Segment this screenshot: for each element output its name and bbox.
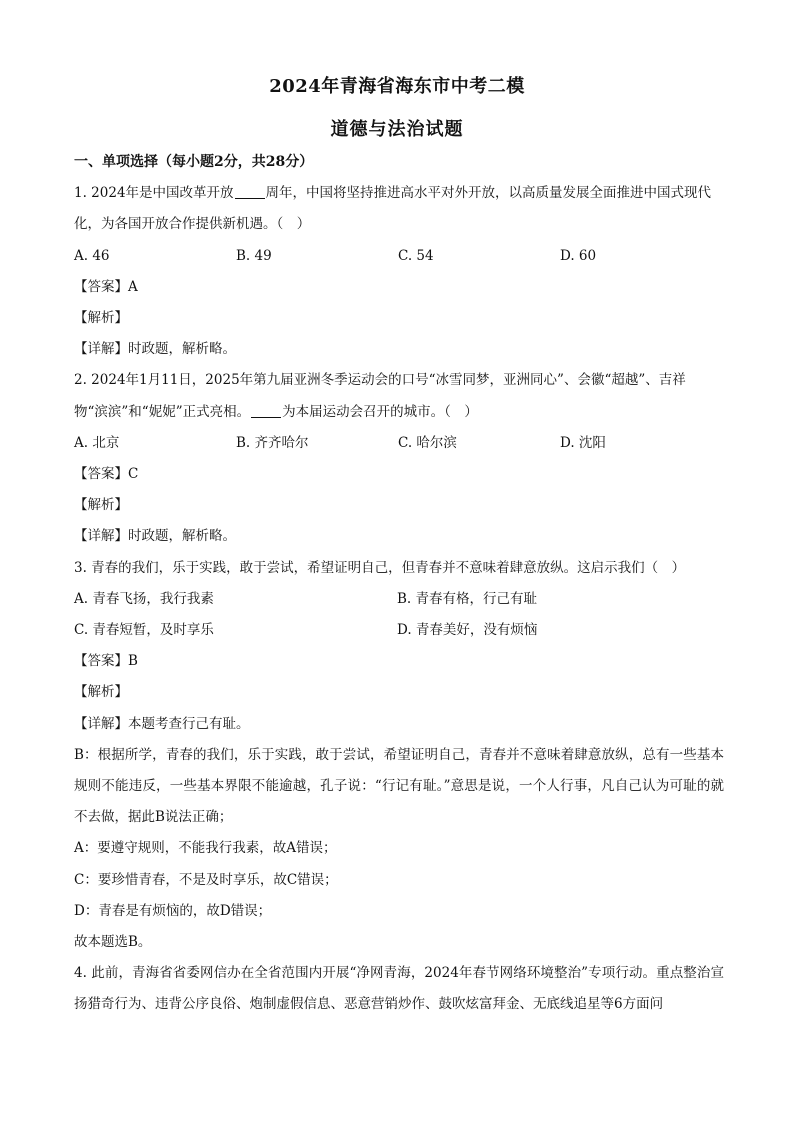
q3-option-d: D. 青春美好，没有烦恼	[397, 622, 538, 639]
q2-detail: 【详解】时政题，解析略。	[74, 528, 236, 545]
q3-explain-d: D：青春是有烦恼的，故D错误；	[74, 902, 272, 919]
page-subtitle: 道德与法治试题	[330, 119, 464, 140]
q2-analysis: 【解析】	[74, 497, 128, 514]
q2-stem-line2	[74, 397, 724, 428]
q3-explain-c: C：要珍惜青春，不是及时享乐，故C错误；	[74, 871, 338, 888]
section-heading: 一、单项选择（每小题2分，共28分）	[74, 154, 314, 170]
q1-stem-line2: 化，为各国开放合作提供新机遇。（ ）	[74, 216, 311, 233]
q2-option-c: C. 哈尔滨	[398, 434, 457, 451]
q3-option-b: B. 青春有格，行己有耻	[397, 590, 538, 607]
q2-stem-line1: 2. 2024年1月11日，2025年第九届亚洲冬季运动会的口号“冰雪同梦，亚洲同心”、会徽“超越”、吉祥	[74, 372, 686, 389]
q3-conclusion: 故本题选B。	[74, 934, 152, 951]
q2-option-a: A. 北京	[74, 434, 120, 451]
q2-option-d: D. 沈阳	[560, 434, 606, 451]
q4-stem: 4. 此前，青海省省委网信办在全省范围内开展“净网青海，2024年春节网络环境整治”专项行动。重点整治宣扬猎奇行为、违背公序良俗、炮制虚假信息、恶意营销炒作、鼓吹炫富拜金、无底线追星等6方面问	[74, 965, 724, 1013]
q1-blank	[235, 184, 265, 199]
q3-options-row1	[74, 584, 724, 615]
question-content	[74, 147, 724, 1021]
q1-stem-b: 周年，中国将坚持推进高水平对外开放，以高质量发展全面推进中国式现代	[265, 185, 712, 202]
q2-options	[74, 428, 724, 459]
q2-option-b: B. 齐齐哈尔	[236, 434, 309, 451]
q1-answer: 【答案】A	[74, 278, 138, 295]
q1-option-d: D. 60	[560, 247, 597, 264]
q3-stem: 3. 青春的我们，乐于实践，敢于尝试，希望证明自己，但青春并不意味着肆意放纵。这启示我们（ ）	[74, 559, 686, 576]
q3-explain-a: A：要遵守规则，不能我行我素，故A错误；	[74, 840, 337, 857]
q2-stem-b1: 物“滨滨”和“妮妮”正式亮相。	[74, 403, 251, 420]
q3-analysis: 【解析】	[74, 684, 128, 701]
q3-answer: 【答案】B	[74, 653, 138, 670]
q1-stem-line1	[74, 178, 724, 209]
q1-option-a: A. 46	[74, 247, 110, 264]
q1-options	[74, 241, 724, 272]
q2-answer: 【答案】C	[74, 466, 139, 483]
q1-option-c: C. 54	[398, 247, 434, 264]
page-title: 2024年青海省海东市中考二模	[269, 76, 525, 97]
q2-blank	[251, 403, 281, 418]
q1-option-b: B. 49	[236, 247, 272, 264]
q3-detail: 【详解】本题考查行己有耻。	[74, 715, 250, 732]
q3-options-row2	[74, 615, 724, 646]
q3-option-c: C. 青春短暂，及时享乐	[74, 622, 214, 639]
q3-explain-b: B：根据所学，青春的我们，乐于实践，敢于尝试，希望证明自己，青春并不意味着肆意放纵，总有一些基本规则不能违反，一些基本界限不能逾越，孔子说：“行记有耻。”意思是说，一个人行事，凡自己认为可耻的就不去做，据此B说法正确；	[74, 746, 724, 826]
q2-stem-b2: 为本届运动会召开的城市。（ ）	[282, 403, 478, 420]
q1-detail: 【详解】时政题，解析略。	[74, 341, 236, 358]
q3-option-a: A. 青春飞扬，我行我素	[74, 590, 214, 607]
q1-analysis: 【解析】	[74, 310, 128, 327]
q1-stem-a: 1. 2024年是中国改革开放	[74, 185, 234, 202]
